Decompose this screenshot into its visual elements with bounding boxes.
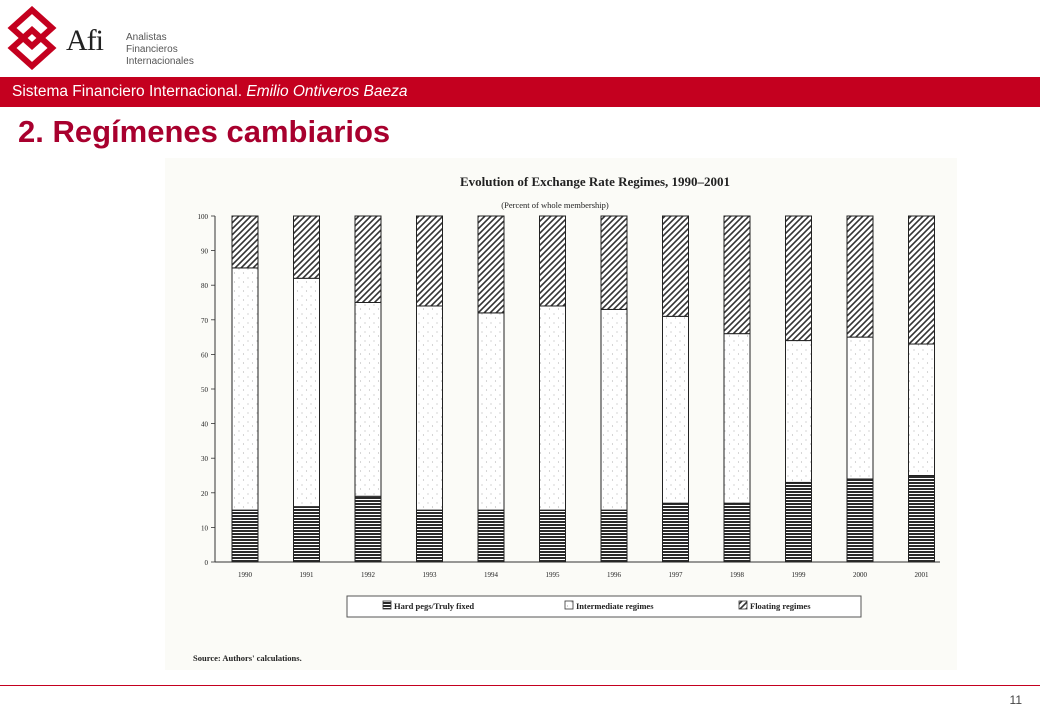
bar-segment-floating-2001 (909, 216, 935, 344)
bar-segment-hard-pegs-1996 (601, 510, 627, 562)
legend-label-hard-pegs: Hard pegs/Truly fixed (394, 601, 475, 611)
logo-brand: Afi (66, 24, 103, 57)
logo-subtitle-line2: Internacionales (126, 56, 194, 67)
bar-segment-hard-pegs-1992 (355, 496, 381, 562)
y-tick-label: 10 (201, 524, 208, 533)
x-tick-label-2000: 2000 (853, 571, 867, 579)
logo-subtitle (126, 32, 206, 68)
y-tick-label: 0 (204, 559, 208, 567)
diamond-logo-icon (6, 6, 58, 70)
header-banner (0, 77, 1040, 107)
logo-subtitle-line1: Analistas Financieros (126, 32, 178, 55)
bar-segment-floating-1999 (786, 216, 812, 341)
bar-segment-intermediate-1995 (540, 306, 566, 510)
bar-segment-hard-pegs-1995 (540, 510, 566, 562)
y-tick-label: 70 (201, 316, 208, 325)
banner-course: Sistema Financiero Internacional. (12, 83, 243, 100)
bar-segment-floating-1992 (355, 216, 381, 303)
y-tick-label: 50 (201, 386, 208, 394)
x-tick-label-2001: 2001 (914, 571, 929, 579)
bar-segment-hard-pegs-1994 (478, 510, 504, 562)
bar-segment-hard-pegs-2001 (909, 476, 935, 563)
y-tick-label: 100 (197, 213, 208, 221)
bar-segment-floating-1993 (417, 216, 443, 306)
page-number: 11 (1009, 693, 1022, 707)
footer-divider (0, 685, 1040, 686)
bar-segment-intermediate-1994 (478, 313, 504, 510)
afi-logo (6, 6, 206, 72)
exchange-regimes-chart (165, 158, 957, 670)
legend-swatch-hard-pegs (383, 601, 391, 609)
bar-segment-intermediate-1996 (601, 309, 627, 510)
chart-figure (165, 158, 957, 670)
chart-source: Source: Authors' calculations. (193, 653, 302, 663)
bar-segment-intermediate-2001 (909, 344, 935, 475)
bar-segment-floating-1991 (294, 216, 320, 278)
bar-segment-intermediate-1992 (355, 303, 381, 497)
x-tick-label-1998: 1998 (730, 571, 744, 579)
x-tick-label-1994: 1994 (484, 571, 498, 579)
y-tick-label: 40 (201, 420, 208, 429)
bar-segment-floating-1998 (724, 216, 750, 334)
bar-segment-hard-pegs-1999 (786, 482, 812, 562)
legend-label-floating: Floating regimes (750, 601, 811, 611)
bar-segment-floating-1997 (663, 216, 689, 316)
bar-segment-floating-1990 (232, 216, 258, 268)
x-tick-label-1999: 1999 (791, 571, 806, 579)
bar-segment-intermediate-1997 (663, 316, 689, 503)
banner-author: Emilio Ontiveros Baeza (246, 83, 408, 100)
y-tick-label: 30 (201, 455, 208, 464)
legend-swatch-intermediate (565, 601, 573, 609)
bar-segment-floating-1996 (601, 216, 627, 309)
chart-title: Evolution of Exchange Rate Regimes, 1990–2001 (459, 174, 731, 189)
banner-text (12, 83, 407, 101)
bar-segment-floating-1995 (540, 216, 566, 306)
bar-segment-intermediate-1999 (786, 341, 812, 483)
bar-segment-hard-pegs-1998 (724, 503, 750, 562)
x-tick-label-1991: 1991 (299, 571, 314, 579)
y-tick-label: 90 (201, 247, 208, 256)
bar-segment-hard-pegs-1997 (663, 503, 689, 562)
chart-legend (347, 596, 861, 617)
x-tick-label-1992: 1992 (361, 571, 375, 579)
x-tick-label-1995: 1995 (545, 571, 560, 579)
bar-segment-floating-1994 (478, 216, 504, 313)
bar-segment-intermediate-1993 (417, 306, 443, 510)
bar-segment-hard-pegs-2000 (847, 479, 873, 562)
bar-segment-intermediate-1998 (724, 334, 750, 504)
bar-segment-intermediate-1991 (294, 278, 320, 506)
x-tick-label-1997: 1997 (668, 571, 683, 579)
legend-label-intermediate: Intermediate regimes (576, 601, 654, 611)
y-tick-label: 60 (201, 351, 208, 360)
bar-segment-intermediate-2000 (847, 337, 873, 479)
chart-subtitle: (Percent of whole membership) (501, 200, 609, 210)
x-tick-label-1996: 1996 (607, 571, 621, 579)
bar-segment-hard-pegs-1993 (417, 510, 443, 562)
x-tick-label-1990: 1990 (238, 571, 252, 579)
bar-segment-hard-pegs-1990 (232, 510, 258, 562)
bar-segment-hard-pegs-1991 (294, 507, 320, 562)
page-title: 2. Regímenes cambiarios (18, 114, 391, 149)
bar-segment-floating-2000 (847, 216, 873, 337)
legend-swatch-floating (739, 601, 747, 609)
y-tick-label: 80 (201, 282, 208, 291)
bar-segment-intermediate-1990 (232, 268, 258, 510)
x-tick-label-1993: 1993 (422, 571, 437, 579)
y-tick-label: 20 (201, 489, 208, 498)
